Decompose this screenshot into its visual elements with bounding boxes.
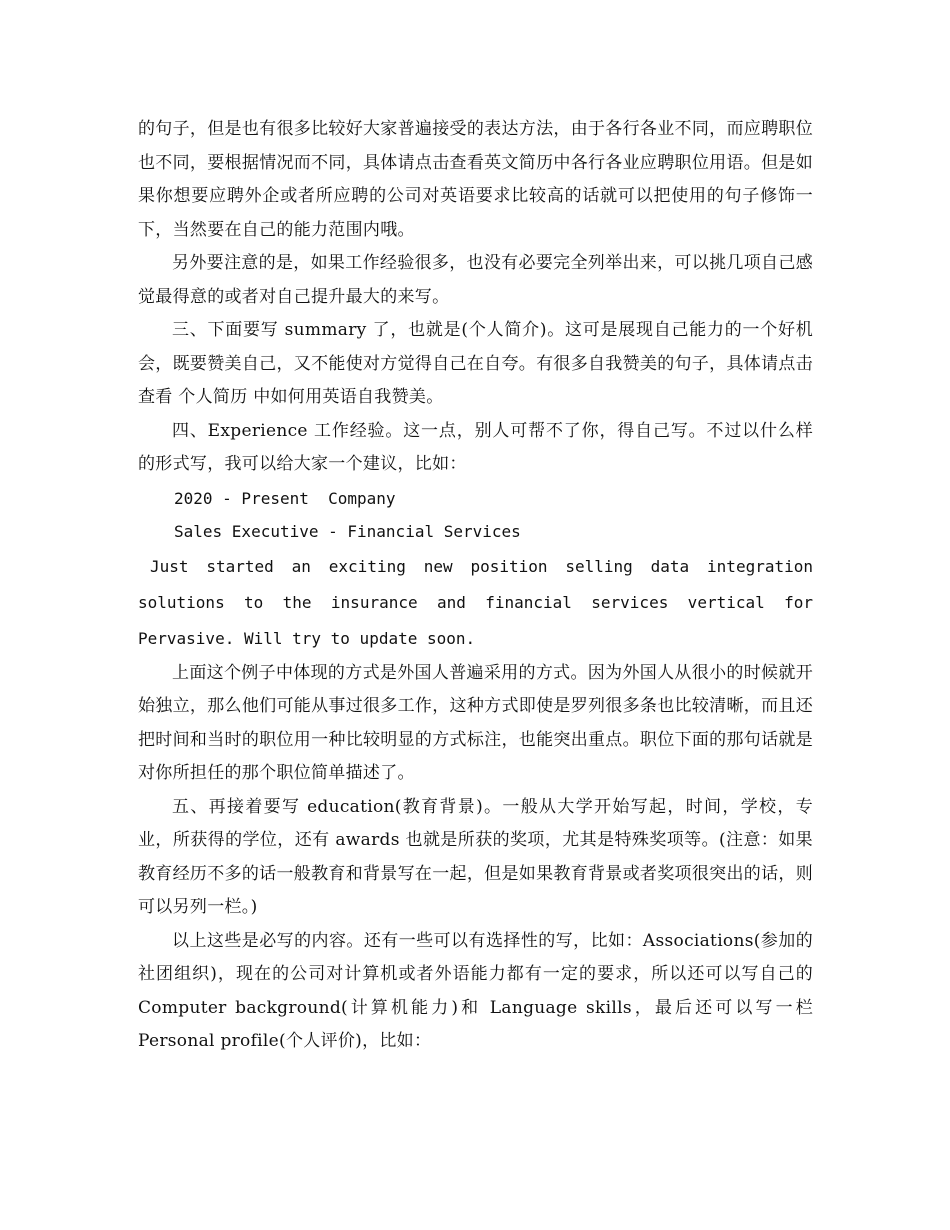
- example-description-line-3: Pervasive. Will try to update soon.: [138, 628, 476, 648]
- example-description-line-2: solutions to the insurance and financial services vertical for: [138, 592, 813, 612]
- paragraph-optional-sections: 以上这些是必写的内容。还有一些可以有选择性的写，比如：Associations(参加的社团组织)，现在的公司对计算机或者外语能力都有一定的要求，所以还可以写自己的 Computer background(计算机能力)和 Language skills，最后还可以写一栏 Personal profile(个人评价)，比如：: [138, 930, 813, 1051]
- example-description-line-1: Just started an exciting new position selling data integration: [150, 556, 813, 576]
- paragraph-experience: 四、Experience 工作经验。这一点，别人可帮不了你，得自己写。不过以什么样的形式写，我可以给大家一个建议，比如：: [138, 420, 813, 474]
- document-page: [138, 113, 813, 1059]
- paragraph-summary: 三、下面要写 summary 了，也就是(个人简介)。这可是展现自己能力的一个好机会，既要赞美自己，又不能使对方觉得自己在自夸。有很多自我赞美的句子，具体请点击查看 个人简历 中如何用英语自我赞美。: [138, 320, 813, 407]
- paragraph-experience-note: 另外要注意的是，如果工作经验很多，也没有必要完全列举出来，可以挑几项自己感觉最得意的或者对自己提升最大的来写。: [138, 253, 813, 307]
- paragraph-education: 五、再接着要写 education(教育背景)。一般从大学开始写起，时间，学校，专业，所获得的学位，还有 awards 也就是所获的奖项，尤其是特殊奖项等。(注意：如果教育经历不多的话一般教育和背景写在一起，但是如果教育背景或者奖项很突出的话，则可以另列一栏。): [138, 796, 813, 917]
- paragraph-example-explanation: 上面这个例子中体现的方式是外国人普遍采用的方式。因为外国人从很小的时候就开始独立，那么他们可能从事过很多工作，这种方式即使是罗列很多条也比较清晰，而且还把时间和当时的职位用一种比较明显的方式标注，也能突出重点。职位下面的那句话就是对你所担任的那个职位简单描述了。: [138, 662, 813, 783]
- example-date-company: 2020 - Present Company: [174, 488, 396, 508]
- paragraph-continued: 的句子，但是也有很多比较好大家普遍接受的表达方法，由于各行各业不同，而应聘职位也不同，要根据情况而不同，具体请点击查看英文简历中各行各业应聘职位用语。但是如果你想要应聘外企或者所应聘的公司对英语要求比较高的话就可以把使用的句子修饰一下，当然要在自己的能力范围内哦。: [138, 119, 813, 240]
- example-position: Sales Executive - Financial Services: [174, 522, 521, 541]
